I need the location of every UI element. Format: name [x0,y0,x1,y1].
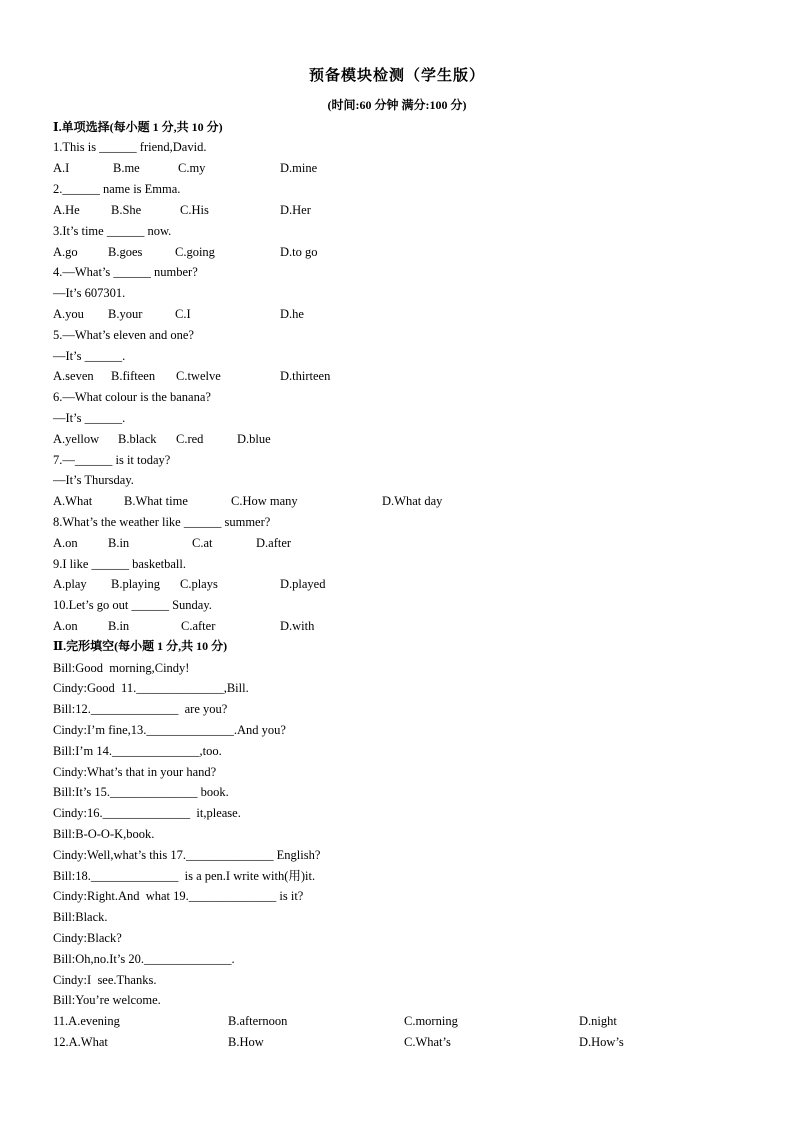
option-d: D.Her [280,203,311,217]
dialogue-line: Cindy:Good 11.______________,Bill. [53,681,249,695]
question-text: 5.—What’s eleven and one? [53,328,194,342]
option-c: C.How many [231,494,298,508]
dialogue-line: Bill:18.______________ is a pen.I write with(用)it. [53,869,316,883]
option-c: C.at [192,536,213,550]
option-d: D.with [280,619,315,633]
document-subtitle: (时间:60 分钟 满分:100 分) [327,98,467,112]
dialogue-line: Bill:It’s 15.______________ book. [53,785,229,799]
option-c: C.morning [404,1014,458,1028]
dialogue-line: Cindy:I see.Thanks. [53,973,157,987]
option-b: B.She [111,203,142,217]
answer-line: —It’s Thursday. [53,473,134,487]
question-text: 3.It’s time ______ now. [53,224,172,238]
question-text: 9.I like ______ basketball. [53,557,186,571]
option-c: C.twelve [176,369,221,383]
dialogue-line: Bill:You’re welcome. [53,993,161,1007]
option-a: A.yellow [53,432,100,446]
option-a: 12.A.What [53,1035,108,1049]
dialogue-line: Cindy:Well,what’s this 17.______________ English? [53,848,321,862]
option-b: B.afternoon [228,1014,288,1028]
option-d: D.night [579,1014,617,1028]
option-d: D.he [280,307,304,321]
option-c: C.after [181,619,216,633]
option-b: B.What time [124,494,188,508]
question-text: 10.Let’s go out ______ Sunday. [53,598,212,612]
option-a: A.go [53,245,78,259]
dialogue-line: Bill:12.______________ are you? [53,702,228,716]
answer-line: —It’s ______. [53,349,126,363]
option-d: D.thirteen [280,369,331,383]
option-d: D.after [256,536,292,550]
option-b: B.playing [111,577,160,591]
option-a: 11.A.evening [53,1014,120,1028]
option-a: A.on [53,536,78,550]
option-d: D.mine [280,161,318,175]
option-a: A.He [53,203,80,217]
option-b: B.black [118,432,157,446]
option-d: D.played [280,577,326,591]
option-d: D.What day [382,494,443,508]
option-c: C.What’s [404,1035,451,1049]
option-a: A.on [53,619,78,633]
option-b: B.goes [108,245,143,259]
option-d: D.blue [237,432,271,446]
document-title: 预备模块检测（学生版） [308,68,485,84]
option-b: B.fifteen [111,369,156,383]
option-a: A.seven [53,369,94,383]
question-text: 8.What’s the weather like ______ summer? [53,515,271,529]
option-b: B.in [108,536,130,550]
option-d: D.to go [280,245,318,259]
option-a: A.you [53,307,84,321]
dialogue-line: Cindy:16.______________ it,please. [53,806,241,820]
option-c: C.my [178,161,206,175]
option-b: B.me [113,161,140,175]
option-b: B.How [228,1035,264,1049]
option-c: C.going [175,245,215,259]
answer-line: —It’s 607301. [53,286,126,300]
question-text: 4.—What’s ______ number? [53,265,198,279]
question-text: 1.This is ______ friend,David. [53,140,207,154]
option-c: C.red [176,432,204,446]
section-heading: Ⅱ.完形填空(每小题 1 分,共 10 分) [53,639,228,653]
answer-line: —It’s ______. [53,411,126,425]
option-a: A.play [53,577,87,591]
dialogue-line: Cindy:What’s that in your hand? [53,765,217,779]
dialogue-line: Cindy:Black? [53,931,122,945]
option-c: C.His [180,203,209,217]
option-c: C.plays [180,577,218,591]
question-text: 6.—What colour is the banana? [53,390,211,404]
dialogue-line: Bill:B-O-O-K,book. [53,827,155,841]
dialogue-line: Bill:I’m 14.______________,too. [53,744,222,758]
option-a: A.What [53,494,93,508]
option-d: D.How’s [579,1035,624,1049]
option-a: A.I [53,161,70,175]
dialogue-line: Cindy:I’m fine,13.______________.And you? [53,723,286,737]
dialogue-line: Cindy:Right.And what 19.______________ is it? [53,889,304,903]
dialogue-line: Bill:Oh,no.It’s 20.______________. [53,952,235,966]
option-c: C.I [175,307,191,321]
dialogue-line: Bill:Good morning,Cindy! [53,661,190,675]
question-text: 2.______ name is Emma. [53,182,181,196]
option-b: B.in [108,619,130,633]
section-heading: Ⅰ.单项选择(每小题 1 分,共 10 分) [53,120,223,134]
dialogue-line: Bill:Black. [53,910,108,924]
question-text: 7.—______ is it today? [53,453,171,467]
option-b: B.your [108,307,143,321]
